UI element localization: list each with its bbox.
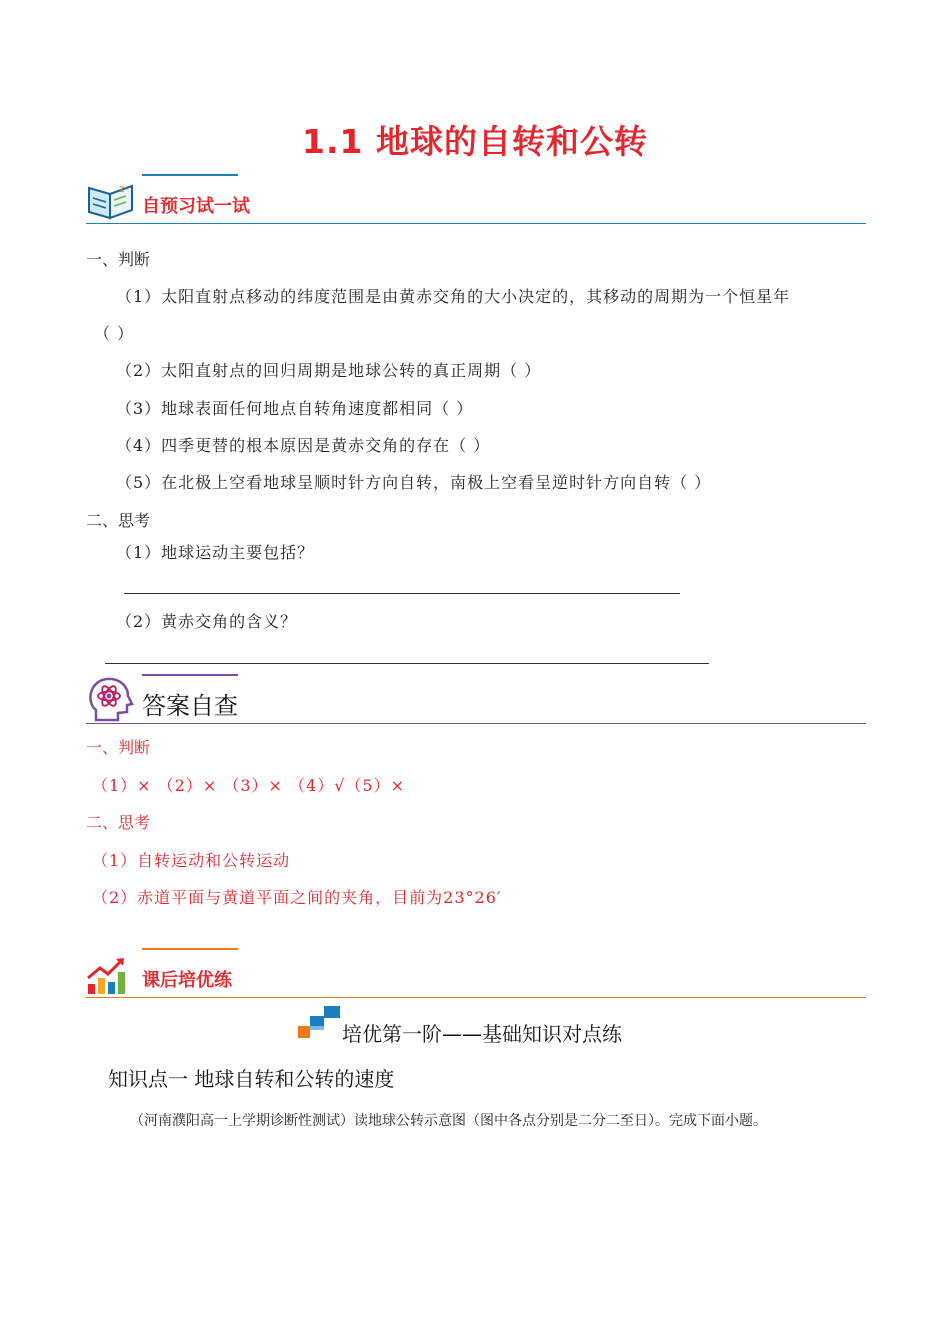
section-label: 答案自查 (142, 692, 238, 720)
question-intro: （河南濮阳高一上学期诊断性测试）读地球公转示意图（图中各点分别是二分二至日）。完成下面小题。 (130, 1113, 767, 1129)
answer-part1-heading: 一、判断 (86, 738, 151, 757)
knowledge-point-title: 知识点一 地球自转和公转的速度 (108, 1067, 395, 1091)
section-rule (86, 223, 866, 225)
head-atom-icon (86, 676, 134, 722)
answer-part2-heading: 二、思考 (86, 813, 151, 832)
page-title: 1.1 地球的自转和公转 (302, 122, 648, 161)
stage-title: 培优第一阶——基础知识对点练 (342, 1022, 622, 1046)
svg-text:z: z (119, 184, 125, 195)
open-book-icon (86, 178, 136, 222)
section-top-line (142, 174, 238, 176)
section-rule (86, 997, 866, 999)
answer-blank-line-2[interactable] (105, 663, 709, 664)
judge-item-1: （1）太阳直射点移动的纬度范围是由黄赤交角的大小决定的，其移动的周期为一个恒星年 (116, 287, 791, 306)
judge-item-2: （2）太阳直射点的回归周期是地球公转的真正周期（ ） (116, 361, 542, 380)
judge-item-1-blank: （ ） (94, 324, 135, 343)
section-header-practice (86, 948, 866, 998)
stairs-icon (298, 1006, 340, 1038)
judge-item-5: （5）在北极上空看地球呈顺时针方向自转，南极上空看呈逆时针方向自转（ ） (116, 473, 712, 492)
answer-judge-line: （1）× （2）× （3）× （4）√（5）× (92, 776, 405, 795)
judge-item-4: （4）四季更替的根本原因是黄赤交角的存在（ ） (116, 436, 491, 455)
think-question-2: （2）黄赤交角的含义？ (116, 612, 298, 631)
part1-heading: 一、判断 (86, 250, 151, 269)
section-rule (86, 723, 866, 725)
section-top-line (142, 948, 238, 950)
judge-item-3: （3）地球表面任何地点自转角速度都相同（ ） (116, 399, 474, 418)
answer-think-1: （1）自转运动和公转运动 (92, 851, 291, 870)
part2-heading: 二、思考 (86, 511, 151, 530)
answer-blank-line-1[interactable] (124, 593, 680, 594)
section-header-answers (86, 674, 866, 724)
section-top-line (142, 674, 238, 676)
section-label: 课后培优练 (142, 970, 232, 991)
section-header-preview (86, 174, 866, 224)
answer-think-2: （2）赤道平面与黄道平面之间的夹角，目前为23°26′ (92, 888, 502, 907)
section-label: 自预习试一试 (142, 196, 250, 217)
growth-chart-icon (86, 956, 130, 996)
think-question-1: （1）地球运动主要包括？ (116, 543, 315, 562)
